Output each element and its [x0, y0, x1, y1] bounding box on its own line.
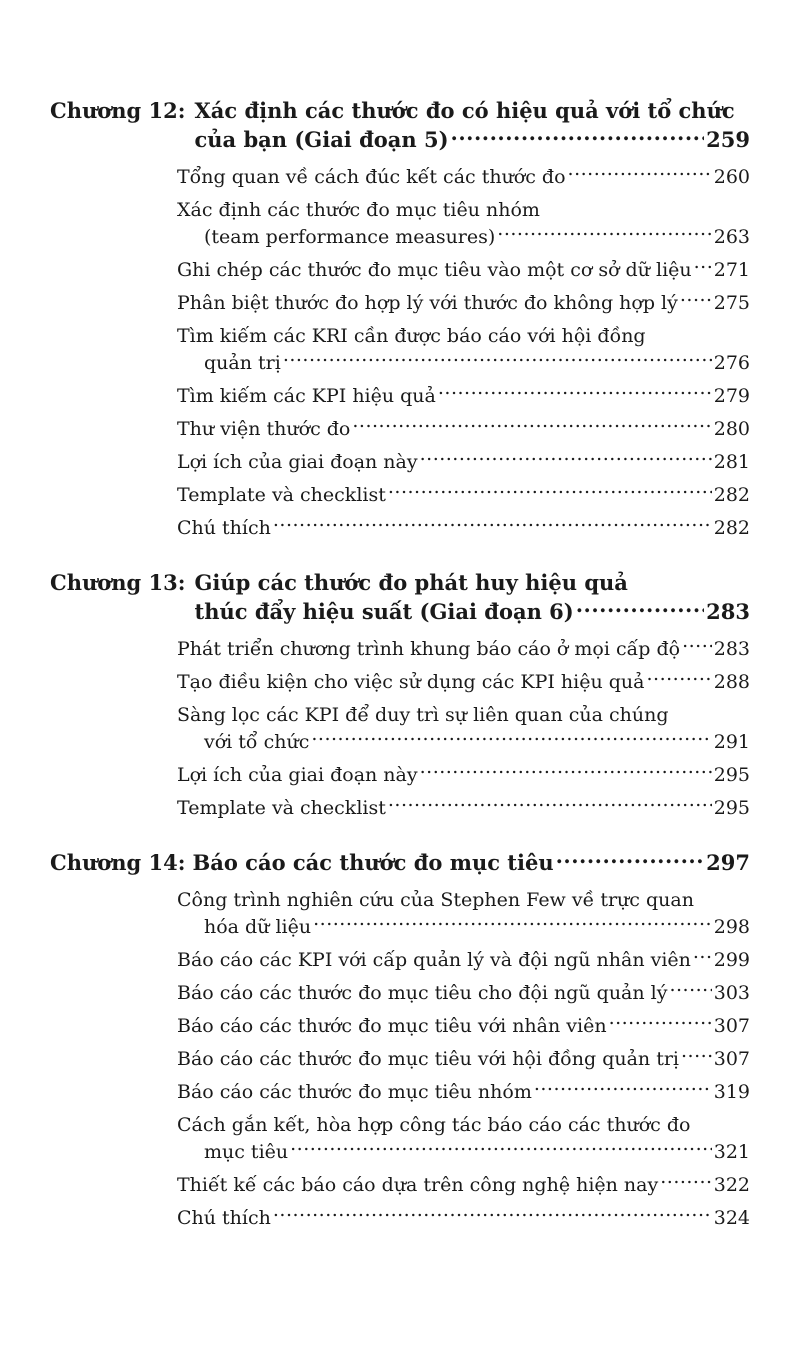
chapter-title-line1: Báo cáo các thước đo mục tiêu [192, 850, 554, 875]
entry-title: Báo cáo các KPI với cấp quản lý và đội ngũ nhân viên [177, 949, 691, 971]
entry-title: Tìm kiếm các KPI hiệu quả [177, 385, 436, 407]
toc-entry[interactable] [177, 980, 750, 1007]
entry-page-number: 271 [713, 259, 750, 281]
chapter-13 [50, 568, 750, 822]
toc-entry[interactable] [177, 1112, 750, 1166]
entry-page-number: 319 [713, 1081, 750, 1103]
entry-title: Thư viện thước đo [177, 418, 351, 440]
chapter-12 [50, 96, 750, 542]
chapter-heading [50, 568, 750, 626]
entry-page-number: 260 [713, 166, 750, 188]
entry-page-number: 307 [713, 1015, 750, 1037]
chapter-label: Chương 14: [50, 850, 186, 875]
toc-entry[interactable] [177, 947, 750, 974]
toc-entry[interactable] [177, 636, 750, 663]
chapter-page-number: 259 [706, 127, 750, 152]
entry-title-line1: Tìm kiếm các KRI cần được báo cáo với hội đồng [177, 325, 646, 347]
entry-title: (team performance measures) [204, 226, 496, 248]
entry-page-number: 299 [713, 949, 750, 971]
chapter-heading [50, 848, 750, 877]
toc-entry[interactable] [177, 323, 750, 377]
chapter-title-line1: Giúp các thước đo phát huy hiệu quả [194, 570, 628, 595]
entry-page-number: 282 [713, 517, 750, 539]
table-of-contents [50, 96, 750, 1258]
chapter-entries [177, 636, 750, 822]
toc-entry[interactable] [177, 515, 750, 542]
entry-title: Phát triển chương trình khung báo cáo ở mọi cấp độ [177, 638, 681, 660]
entry-title-line1: Xác định các thước đo mục tiêu nhóm [177, 199, 540, 221]
chapter-label: Chương 13: [50, 570, 186, 595]
toc-entry[interactable] [177, 449, 750, 476]
entry-title: Ghi chép các thước đo mục tiêu vào một cơ sở dữ liệu [177, 259, 692, 281]
entry-title: Template và checklist [177, 797, 386, 819]
toc-entry[interactable] [177, 164, 750, 191]
toc-entry[interactable] [177, 795, 750, 822]
entry-page-number: 295 [713, 764, 750, 786]
entry-page-number: 275 [713, 292, 750, 314]
toc-entry[interactable] [177, 702, 750, 756]
entry-title: Báo cáo các thước đo mục tiêu với nhân viên [177, 1015, 607, 1037]
toc-entry[interactable] [177, 416, 750, 443]
entry-title: Lợi ích của giai đoạn này [177, 764, 418, 786]
entry-page-number: 298 [713, 916, 750, 938]
toc-entry[interactable] [177, 887, 750, 941]
entry-title-line1: Sàng lọc các KPI để duy trì sự liên quan của chúng [177, 704, 669, 726]
entry-title-line1: Cách gắn kết, hòa hợp công tác báo cáo các thước đo [177, 1114, 691, 1136]
entry-page-number: 295 [713, 797, 750, 819]
toc-entry[interactable] [177, 762, 750, 789]
chapter-14 [50, 848, 750, 1232]
chapter-title-line2: thúc đẩy hiệu suất (Giai đoạn 6) [194, 599, 574, 624]
toc-entry[interactable] [177, 257, 750, 284]
chapter-entries [177, 164, 750, 542]
entry-title: Báo cáo các thước đo mục tiêu cho đội ngũ quản lý [177, 982, 668, 1004]
entry-page-number: 263 [713, 226, 750, 248]
entry-title: Chú thích [177, 517, 271, 539]
entry-title: Lợi ích của giai đoạn này [177, 451, 418, 473]
entry-title: Báo cáo các thước đo mục tiêu với hội đồng quản trị [177, 1048, 680, 1070]
entry-title: với tổ chức [204, 731, 310, 753]
entry-page-number: 288 [713, 671, 750, 693]
chapter-entries [177, 887, 750, 1232]
entry-page-number: 303 [713, 982, 750, 1004]
entry-page-number: 307 [713, 1048, 750, 1070]
entry-title: Chú thích [177, 1207, 271, 1229]
entry-page-number: 283 [713, 638, 750, 660]
toc-entry[interactable] [177, 1079, 750, 1106]
entry-page-number: 279 [713, 385, 750, 407]
chapter-title-line1: Xác định các thước đo có hiệu quả với tổ chức [194, 98, 735, 123]
entry-title: Phân biệt thước đo hợp lý với thước đo không hợp lý [177, 292, 678, 314]
entry-title: hóa dữ liệu [204, 916, 312, 938]
entry-title: Thiết kế các báo cáo dựa trên công nghệ hiện nay [177, 1174, 659, 1196]
chapter-page-number: 283 [706, 599, 750, 624]
chapter-label: Chương 12: [50, 98, 186, 123]
entry-title-line1: Công trình nghiên cứu của Stephen Few về trực quan [177, 889, 694, 911]
chapter-page-number: 297 [706, 850, 750, 875]
entry-title: Báo cáo các thước đo mục tiêu nhóm [177, 1081, 532, 1103]
entry-page-number: 280 [713, 418, 750, 440]
toc-entry[interactable] [177, 1172, 750, 1199]
chapter-title-line2: của bạn (Giai đoạn 5) [194, 127, 449, 152]
toc-entry[interactable] [177, 290, 750, 317]
toc-entry[interactable] [177, 669, 750, 696]
toc-entry[interactable] [177, 482, 750, 509]
entry-title: mục tiêu [204, 1141, 289, 1163]
toc-entry[interactable] [177, 1046, 750, 1073]
entry-page-number: 324 [713, 1207, 750, 1229]
entry-page-number: 291 [713, 731, 750, 753]
entry-title: Tổng quan về cách đúc kết các thước đo [177, 166, 566, 188]
toc-entry[interactable] [177, 1013, 750, 1040]
chapter-heading [50, 96, 750, 154]
entry-title: Template và checklist [177, 484, 386, 506]
entry-page-number: 322 [713, 1174, 750, 1196]
entry-title: quản trị [204, 352, 281, 374]
entry-page-number: 281 [713, 451, 750, 473]
toc-entry[interactable] [177, 197, 750, 251]
entry-page-number: 276 [713, 352, 750, 374]
entry-page-number: 282 [713, 484, 750, 506]
entry-page-number: 321 [713, 1141, 750, 1163]
toc-entry[interactable] [177, 383, 750, 410]
toc-entry[interactable] [177, 1205, 750, 1232]
entry-title: Tạo điều kiện cho việc sử dụng các KPI hiệu quả [177, 671, 645, 693]
